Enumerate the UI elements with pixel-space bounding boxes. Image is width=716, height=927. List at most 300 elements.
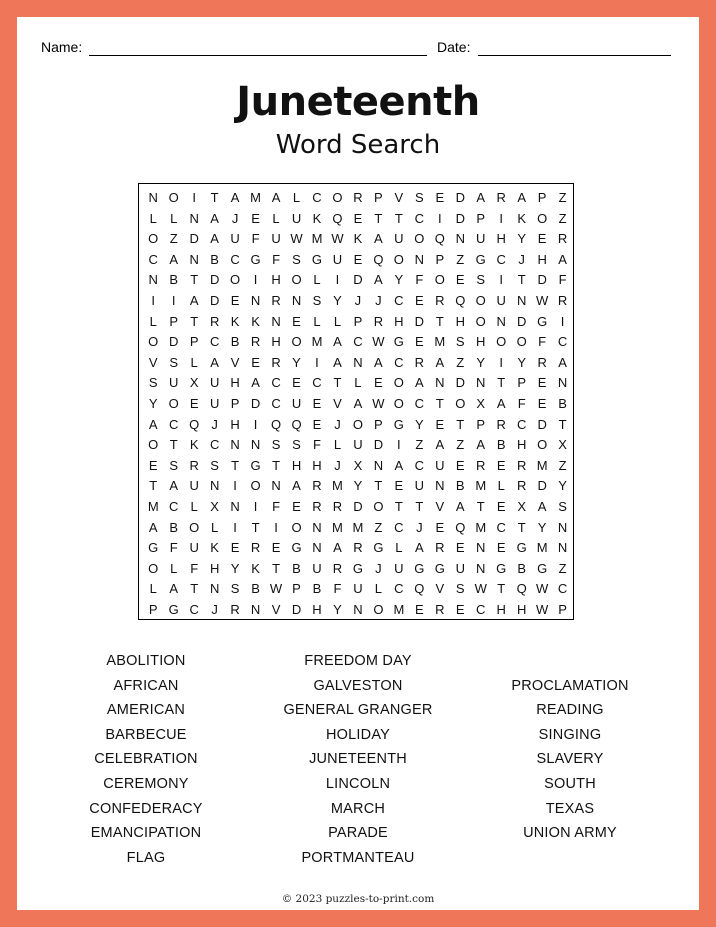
grid-letter[interactable]: A [169, 581, 179, 597]
grid-letter[interactable]: H [496, 601, 506, 617]
grid-letter[interactable]: F [251, 231, 260, 247]
grid-letter[interactable]: P [230, 395, 240, 411]
grid-letter[interactable]: M [475, 478, 487, 494]
grid-letter[interactable]: N [148, 190, 158, 205]
grid-letter[interactable]: T [333, 375, 342, 391]
grid-letter[interactable]: U [291, 210, 302, 226]
grid-letter[interactable]: B [558, 395, 567, 411]
grid-letter[interactable]: E [414, 334, 424, 350]
grid-letter[interactable]: G [434, 560, 445, 576]
grid-letter[interactable]: T [231, 457, 240, 473]
grid-letter[interactable]: A [148, 519, 158, 535]
grid-letter[interactable]: Y [394, 272, 404, 288]
grid-letter[interactable]: B [251, 581, 260, 597]
grid-letter[interactable]: T [476, 498, 485, 514]
grid-letter[interactable]: F [272, 251, 281, 267]
grid-letter[interactable]: L [170, 560, 178, 576]
grid-letter[interactable]: Y [292, 354, 301, 370]
grid-letter[interactable]: A [435, 437, 445, 453]
grid-letter[interactable]: A [476, 437, 486, 453]
grid-letter[interactable]: Y [333, 292, 342, 308]
grid-letter[interactable]: G [496, 560, 507, 576]
grid-letter[interactable]: F [169, 540, 178, 556]
grid-letter[interactable]: F [558, 272, 567, 288]
grid-letter[interactable]: M [311, 334, 323, 350]
grid-letter[interactable]: L [313, 313, 321, 329]
grid-letter[interactable]: A [271, 190, 281, 205]
grid-letter[interactable]: C [414, 395, 425, 411]
grid-letter[interactable]: S [271, 437, 281, 453]
grid-letter[interactable]: J [231, 210, 239, 226]
grid-letter[interactable]: C [271, 375, 281, 391]
grid-letter[interactable]: I [151, 292, 156, 308]
grid-letter[interactable]: U [353, 437, 363, 453]
grid-letter[interactable]: R [271, 354, 281, 370]
grid-letter[interactable]: O [148, 437, 159, 453]
grid-letter[interactable]: N [476, 540, 486, 556]
grid-letter[interactable]: B [210, 251, 219, 267]
grid-letter[interactable]: K [230, 313, 240, 329]
grid-letter[interactable]: S [312, 292, 322, 308]
grid-letter[interactable]: N [148, 272, 158, 288]
grid-letter[interactable]: U [496, 292, 506, 308]
grid-letter[interactable]: T [517, 519, 526, 535]
grid-letter[interactable]: A [435, 354, 445, 370]
grid-letter[interactable]: B [230, 334, 240, 350]
grid-letter[interactable]: B [455, 478, 465, 494]
grid-letter[interactable]: S [455, 334, 465, 350]
grid-letter[interactable]: T [517, 272, 526, 288]
grid-letter[interactable]: O [496, 334, 507, 350]
grid-letter[interactable]: E [292, 313, 301, 329]
grid-letter[interactable]: V [394, 190, 404, 205]
grid-letter[interactable]: Z [558, 457, 567, 473]
grid-letter[interactable]: I [274, 519, 278, 535]
grid-letter[interactable]: Y [517, 354, 526, 370]
grid-letter[interactable]: R [516, 457, 527, 473]
grid-letter[interactable]: N [271, 313, 281, 329]
grid-letter[interactable]: M [393, 601, 405, 617]
grid-letter[interactable]: N [271, 478, 281, 494]
grid-letter[interactable]: C [394, 354, 404, 370]
grid-letter[interactable]: E [394, 478, 404, 494]
grid-letter[interactable]: C [394, 581, 404, 597]
grid-letter[interactable]: C [353, 334, 363, 350]
grid-letter[interactable]: T [251, 519, 260, 535]
grid-letter[interactable]: C [169, 416, 179, 432]
grid-letter[interactable]: G [373, 540, 384, 556]
grid-letter[interactable]: Q [373, 251, 384, 267]
grid-letter[interactable]: M [352, 519, 364, 535]
grid-letter[interactable]: E [251, 354, 260, 370]
grid-letter[interactable]: D [455, 210, 465, 226]
grid-letter[interactable]: L [170, 210, 178, 226]
grid-letter[interactable]: A [496, 395, 506, 411]
grid-letter[interactable]: O [475, 292, 486, 308]
grid-letter[interactable]: O [537, 437, 548, 453]
grid-letter[interactable]: T [190, 313, 199, 329]
grid-letter[interactable]: F [538, 334, 547, 350]
grid-letter[interactable]: R [312, 478, 322, 494]
grid-letter[interactable]: N [291, 292, 302, 308]
grid-letter[interactable]: F [190, 560, 199, 576]
grid-letter[interactable]: T [272, 560, 281, 576]
grid-letter[interactable]: G [393, 416, 404, 432]
grid-letter[interactable]: N [353, 601, 363, 617]
grid-letter[interactable]: B [169, 272, 179, 288]
grid-letter[interactable]: O [393, 375, 404, 391]
grid-letter[interactable]: V [271, 601, 281, 617]
grid-letter[interactable]: S [169, 457, 179, 473]
grid-letter[interactable]: E [148, 457, 158, 473]
grid-letter[interactable]: Z [374, 519, 383, 535]
grid-letter[interactable]: I [233, 478, 237, 494]
grid-letter[interactable]: R [250, 334, 261, 350]
grid-letter[interactable]: T [394, 210, 403, 226]
grid-letter[interactable]: H [312, 457, 322, 473]
grid-letter[interactable]: O [250, 478, 261, 494]
grid-letter[interactable]: Q [414, 581, 425, 597]
grid-letter[interactable]: J [375, 560, 382, 576]
grid-letter[interactable]: K [251, 560, 260, 576]
grid-letter[interactable]: N [435, 375, 445, 391]
grid-letter[interactable]: P [189, 334, 199, 350]
grid-letter[interactable]: N [209, 581, 220, 597]
grid-letter[interactable]: U [394, 231, 404, 247]
grid-letter[interactable]: Y [558, 478, 567, 494]
grid-letter[interactable]: C [169, 498, 179, 514]
grid-letter[interactable]: N [250, 601, 261, 617]
grid-letter[interactable]: M [332, 478, 343, 494]
grid-letter[interactable]: A [333, 334, 342, 350]
grid-letter[interactable]: Y [230, 560, 240, 576]
grid-letter[interactable]: I [397, 437, 401, 453]
grid-letter[interactable]: A [414, 540, 424, 556]
grid-letter[interactable]: H [455, 313, 465, 329]
grid-letter[interactable]: I [499, 210, 504, 226]
grid-letter[interactable]: T [210, 190, 219, 205]
grid-letter[interactable]: N [189, 210, 199, 226]
grid-letter[interactable]: O [291, 334, 302, 350]
grid-letter[interactable]: D [250, 395, 261, 411]
grid-letter[interactable]: U [189, 478, 199, 494]
grid-letter[interactable]: G [393, 334, 404, 350]
grid-letter[interactable]: S [558, 498, 567, 514]
grid-letter[interactable]: K [312, 210, 322, 226]
grid-letter[interactable]: E [537, 395, 547, 411]
grid-letter[interactable]: O [352, 416, 363, 432]
grid-letter[interactable]: P [292, 581, 301, 597]
grid-letter[interactable]: S [148, 375, 158, 391]
grid-letter[interactable]: W [536, 601, 549, 617]
grid-letter[interactable]: T [374, 210, 383, 226]
grid-letter[interactable]: I [315, 354, 319, 370]
grid-letter[interactable]: F [517, 395, 526, 411]
grid-letter[interactable]: E [414, 292, 424, 308]
grid-letter[interactable]: Q [516, 581, 527, 597]
grid-letter[interactable]: R [557, 231, 568, 247]
grid-letter[interactable]: A [414, 375, 424, 391]
grid-letter[interactable]: P [537, 190, 547, 205]
grid-letter[interactable]: L [272, 210, 280, 226]
grid-letter[interactable]: O [393, 251, 404, 267]
grid-letter[interactable]: R [496, 416, 506, 432]
grid-letter[interactable]: T [190, 581, 199, 597]
grid-letter[interactable]: E [312, 395, 322, 411]
grid-letter[interactable]: M [434, 334, 446, 350]
grid-letter[interactable]: A [537, 498, 547, 514]
grid-letter[interactable]: E [230, 292, 240, 308]
grid-letter[interactable]: G [291, 540, 302, 556]
grid-letter[interactable]: K [210, 540, 219, 556]
grid-letter[interactable]: C [189, 601, 199, 617]
grid-letter[interactable]: C [394, 292, 404, 308]
grid-letter[interactable]: J [334, 457, 341, 473]
grid-letter[interactable]: E [537, 231, 547, 247]
grid-letter[interactable]: A [210, 354, 219, 370]
grid-letter[interactable]: N [414, 251, 425, 267]
grid-letter[interactable]: H [537, 251, 547, 267]
grid-letter[interactable]: C [516, 416, 527, 432]
grid-letter[interactable]: U [271, 231, 281, 247]
grid-letter[interactable]: O [373, 601, 384, 617]
grid-letter[interactable]: O [516, 334, 527, 350]
grid-letter[interactable]: I [233, 519, 237, 535]
grid-letter[interactable]: A [169, 478, 179, 494]
grid-letter[interactable]: D [209, 292, 220, 308]
grid-letter[interactable]: G [475, 251, 486, 267]
grid-letter[interactable]: I [171, 292, 176, 308]
grid-letter[interactable]: Q [332, 210, 343, 226]
grid-letter[interactable]: C [209, 334, 220, 350]
grid-letter[interactable]: I [253, 498, 258, 514]
grid-letter[interactable]: O [189, 519, 200, 535]
grid-letter[interactable]: L [149, 313, 157, 329]
grid-letter[interactable]: U [435, 457, 445, 473]
grid-letter[interactable]: P [517, 375, 526, 391]
grid-letter[interactable]: O [148, 560, 159, 576]
grid-letter[interactable]: L [497, 478, 505, 494]
grid-letter[interactable]: N [209, 478, 220, 494]
grid-letter[interactable]: Z [169, 231, 178, 247]
grid-letter[interactable]: E [414, 601, 424, 617]
grid-letter[interactable]: M [147, 498, 159, 514]
grid-letter[interactable]: P [476, 416, 486, 432]
grid-letter[interactable]: Z [456, 354, 465, 370]
grid-letter[interactable]: J [518, 251, 525, 267]
grid-letter[interactable]: C [148, 251, 158, 267]
grid-letter[interactable]: U [169, 375, 179, 391]
grid-letter[interactable]: G [537, 560, 548, 576]
grid-letter[interactable]: U [353, 581, 363, 597]
grid-letter[interactable]: J [416, 519, 423, 535]
grid-letter[interactable]: L [149, 581, 157, 597]
grid-letter[interactable]: S [210, 457, 219, 473]
grid-letter[interactable]: S [476, 272, 486, 288]
grid-letter[interactable]: J [354, 292, 362, 308]
grid-letter[interactable]: D [455, 190, 465, 205]
grid-letter[interactable]: O [393, 395, 404, 411]
grid-letter[interactable]: U [230, 231, 240, 247]
grid-letter[interactable]: B [496, 437, 506, 453]
grid-letter[interactable]: U [209, 395, 220, 411]
grid-letter[interactable]: C [271, 395, 281, 411]
grid-letter[interactable]: I [437, 210, 442, 226]
grid-letter[interactable]: P [558, 601, 567, 617]
grid-letter[interactable]: U [394, 560, 404, 576]
grid-letter[interactable]: K [353, 231, 363, 247]
grid-letter[interactable]: G [516, 540, 527, 556]
grid-letter[interactable]: L [190, 354, 198, 370]
grid-letter[interactable]: J [334, 416, 341, 432]
grid-letter[interactable]: W [474, 581, 487, 597]
grid-letter[interactable]: P [148, 601, 158, 617]
grid-letter[interactable]: O [537, 210, 548, 226]
grid-letter[interactable]: O [291, 519, 302, 535]
grid-letter[interactable]: A [517, 190, 526, 205]
grid-letter[interactable]: T [149, 478, 158, 494]
grid-letter[interactable]: P [374, 416, 383, 432]
grid-letter[interactable]: A [333, 540, 342, 556]
grid-letter[interactable]: Z [558, 560, 567, 576]
grid-letter[interactable]: R [209, 313, 220, 329]
grid-letter[interactable]: E [455, 601, 465, 617]
grid-letter[interactable]: R [250, 540, 261, 556]
grid-letter[interactable]: C [496, 519, 506, 535]
grid-letter[interactable]: G [250, 251, 261, 267]
grid-letter[interactable]: F [272, 498, 281, 514]
grid-letter[interactable]: H [516, 601, 527, 617]
grid-letter[interactable]: V [435, 498, 445, 514]
grid-letter[interactable]: A [292, 478, 301, 494]
grid-letter[interactable]: E [496, 498, 506, 514]
grid-letter[interactable]: J [375, 292, 382, 308]
grid-letter[interactable]: N [250, 437, 261, 453]
grid-letter[interactable]: A [169, 251, 179, 267]
grid-letter[interactable]: S [414, 190, 424, 205]
grid-letter[interactable]: N [455, 231, 465, 247]
grid-letter[interactable]: O [168, 395, 179, 411]
grid-letter[interactable]: F [333, 581, 342, 597]
grid-letter[interactable]: A [476, 190, 486, 205]
grid-letter[interactable]: G [352, 560, 363, 576]
grid-letter[interactable]: S [292, 251, 301, 267]
grid-letter[interactable]: N [230, 498, 240, 514]
grid-letter[interactable]: Z [558, 210, 567, 226]
grid-letter[interactable]: N [557, 540, 568, 556]
grid-letter[interactable]: N [496, 313, 506, 329]
grid-letter[interactable]: C [557, 581, 568, 597]
grid-letter[interactable]: E [435, 519, 445, 535]
grid-letter[interactable]: H [271, 272, 281, 288]
grid-letter[interactable]: A [230, 190, 240, 205]
grid-letter[interactable]: O [168, 190, 179, 205]
grid-letter[interactable]: E [251, 210, 260, 226]
grid-letter[interactable]: R [537, 354, 547, 370]
grid-letter[interactable]: A [558, 354, 567, 370]
grid-letter[interactable]: D [373, 437, 384, 453]
grid-letter[interactable]: C [312, 375, 322, 391]
grid-letter[interactable]: A [189, 292, 199, 308]
grid-letter[interactable]: E [292, 375, 301, 391]
grid-letter[interactable]: R [230, 601, 240, 617]
grid-letter[interactable]: V [333, 395, 342, 411]
grid-letter[interactable]: H [291, 457, 302, 473]
grid-letter[interactable]: Q [189, 416, 200, 432]
grid-letter[interactable]: E [455, 540, 465, 556]
grid-letter[interactable]: T [497, 581, 506, 597]
grid-letter[interactable]: M [475, 519, 487, 535]
grid-letter[interactable]: W [331, 231, 344, 247]
grid-letter[interactable]: F [313, 437, 321, 453]
grid-letter[interactable]: D [209, 272, 220, 288]
grid-letter[interactable]: A [455, 498, 465, 514]
grid-letter[interactable]: H [271, 334, 281, 350]
grid-letter[interactable]: T [374, 478, 383, 494]
grid-letter[interactable]: X [476, 395, 486, 411]
grid-letter[interactable]: M [536, 457, 548, 473]
grid-letter[interactable]: C [312, 190, 322, 205]
grid-letter[interactable]: R [271, 292, 281, 308]
grid-letter[interactable]: N [312, 519, 322, 535]
grid-letter[interactable]: N [516, 292, 527, 308]
grid-letter[interactable]: V [148, 354, 158, 370]
grid-letter[interactable]: T [456, 416, 465, 432]
grid-letter[interactable]: U [476, 231, 486, 247]
grid-letter[interactable]: H [312, 601, 322, 617]
grid-letter[interactable]: R [373, 313, 384, 329]
grid-letter[interactable]: R [435, 292, 445, 308]
grid-letter[interactable]: Z [456, 437, 465, 453]
grid-letter[interactable]: I [253, 416, 258, 432]
grid-letter[interactable]: E [292, 498, 301, 514]
grid-letter[interactable]: Q [270, 416, 282, 432]
grid-letter[interactable]: U [312, 560, 322, 576]
grid-letter[interactable]: M [536, 540, 548, 556]
grid-letter[interactable]: E [353, 210, 363, 226]
grid-letter[interactable]: Y [333, 601, 342, 617]
grid-letter[interactable]: L [354, 375, 362, 391]
grid-letter[interactable]: Z [558, 190, 567, 205]
grid-letter[interactable]: I [335, 272, 340, 288]
grid-letter[interactable]: O [475, 313, 486, 329]
grid-letter[interactable]: A [148, 416, 158, 432]
grid-letter[interactable]: Q [455, 519, 466, 535]
grid-letter[interactable]: Y [353, 478, 363, 494]
grid-letter[interactable]: C [394, 519, 404, 535]
grid-letter[interactable]: E [189, 395, 199, 411]
grid-letter[interactable]: D [516, 313, 527, 329]
grid-letter[interactable]: P [476, 210, 486, 226]
grid-letter[interactable]: S [292, 437, 301, 453]
grid-letter[interactable]: R [353, 540, 363, 556]
grid-letter[interactable]: B [517, 560, 526, 576]
grid-letter[interactable]: S [230, 581, 240, 597]
grid-letter[interactable]: D [414, 313, 425, 329]
grid-letter[interactable]: G [537, 313, 548, 329]
grid-letter[interactable]: B [169, 519, 179, 535]
grid-letter[interactable]: G [168, 601, 179, 617]
grid-letter[interactable]: N [476, 560, 486, 576]
grid-letter[interactable]: D [537, 416, 547, 432]
grid-letter[interactable]: G [148, 540, 159, 556]
grid-letter[interactable]: L [190, 498, 198, 514]
grid-letter[interactable]: R [557, 292, 568, 308]
grid-letter[interactable]: Y [148, 395, 158, 411]
grid-letter[interactable]: K [251, 313, 260, 329]
grid-letter[interactable]: Z [456, 251, 465, 267]
grid-letter[interactable]: T [272, 457, 281, 473]
